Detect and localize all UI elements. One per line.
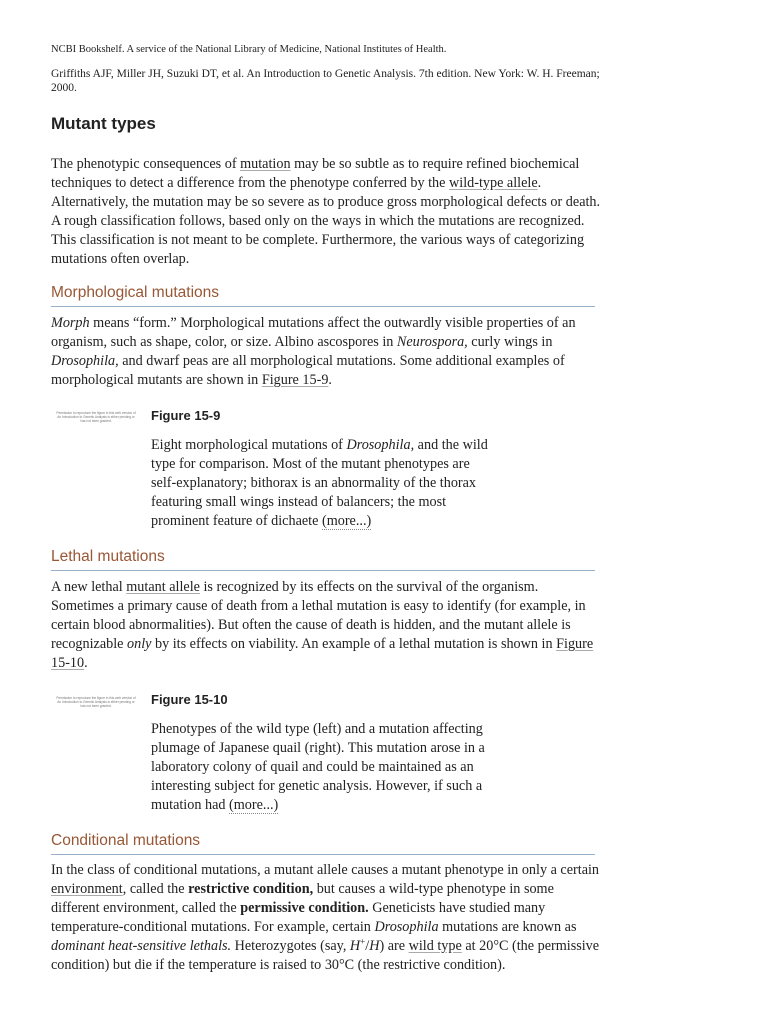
wild-type-link[interactable]: wild type: [408, 938, 462, 954]
text: .: [328, 372, 332, 388]
text: In the class of conditional mutations, a mutant allele causes a mutant phenotype in only a certain: [51, 862, 600, 878]
text: The phenotypic consequences of: [51, 156, 241, 172]
wild-type-allele-link[interactable]: wild-type allele: [449, 175, 538, 191]
text: and the wild type for comparison. Most of the mutant phenotypes are self-explanatory; bithorax is an abnormality of the thorax featuring small wings instead of balancers; the most prominent feature of dichaete: [151, 437, 488, 529]
text: , called the: [122, 881, 189, 897]
text: is recognized by its effects on the survival of the organism. Sometimes a primary cause of death from a lethal mutation is easy to identify (for example, in certain blood abnormalities). But often the cause of death is hidden, and the mutant allele is recognizable: [51, 579, 586, 652]
text: . Alternatively, the mutation may be so severe as to produce gross morphological defects or death. A rough classification follows, based only on the ways in which the mutations are recognized. This classification is not meant to be complete. Furthermore, the various ways of categorizing mutations often overlap.: [51, 175, 601, 267]
text: means “form.” Morphological mutations affect the outwardly visible properties of an organism, such as shape, color, or size. Albino ascospores in: [51, 315, 576, 350]
figure-15-10-caption: [151, 720, 496, 815]
text: at 20°C (the permissive condition) but die if the temperature is raised to 30°C (the restrictive condition).: [51, 938, 600, 973]
em-only: only: [127, 636, 152, 652]
more-link[interactable]: (more...): [229, 797, 279, 813]
mutant-allele-link[interactable]: mutant allele: [126, 579, 200, 595]
text: Heterozygotes (say,: [231, 938, 350, 954]
em-neurospora: Neurospora,: [396, 334, 468, 350]
text: but causes a wild-type phenotype in some different environment, called the: [51, 881, 554, 916]
source-line: NCBI Bookshelf. A service of the National Library of Medicine, National Institutes of Health.: [51, 44, 447, 55]
text: Eight morphological mutations of: [151, 437, 347, 453]
em-drosophila: Drosophila,: [51, 353, 119, 369]
text: Phenotypes of the wild type (left) and a mutation affecting plumage of Japanese quail (right). This mutation arose in a laboratory colony of quail and could be maintained as an interesting subject for genetic analysis. However, if such a mutation had: [151, 721, 485, 813]
figure-15-9-link[interactable]: Figure 15-9: [261, 372, 329, 388]
morphological-paragraph: [51, 314, 601, 390]
more-link[interactable]: (more...): [321, 513, 372, 529]
text: Geneticists have studied many temperature-conditional mutations. For example, certain: [51, 900, 546, 935]
text: A new lethal: [51, 579, 127, 595]
heading-conditional-mutations: Conditional mutations: [51, 832, 595, 855]
conditional-paragraph: [51, 861, 601, 975]
em-h: H: [369, 938, 380, 954]
em-drosophila: Drosophila: [374, 919, 439, 935]
figure-15-10-thumbnail[interactable]: Permission to reproduce the figure in this web version of An Introduction to Genetic Analysis is either pending or has not been granted.: [56, 696, 136, 708]
permissive-condition-term: permissive condition.: [240, 900, 369, 916]
figure-15-10-title[interactable]: Figure 15-10: [151, 692, 228, 707]
superscript-plus: +: [360, 936, 366, 947]
figure-15-10-link[interactable]: Figure 15-10: [51, 636, 594, 671]
figure-15-9-title[interactable]: Figure 15-9: [151, 408, 221, 423]
em-morph: Morph: [51, 315, 90, 331]
figure-15-9-thumbnail[interactable]: Permission to reproduce the figure in this web version of An Introduction to Genetic Analysis is either pending or has not been granted.: [56, 411, 136, 423]
intro-paragraph: [51, 155, 601, 269]
text: by its effects on viability. An example of a lethal mutation is shown in: [151, 636, 557, 652]
heading-lethal-mutations: Lethal mutations: [51, 548, 595, 571]
text: curly wings in: [467, 334, 553, 350]
text: may be so subtle as to require refined biochemical techniques to detect a difference from the phenotype conferred by the: [51, 156, 580, 191]
citation: Griffiths AJF, Miller JH, Suzuki DT, et al. An Introduction to Genetic Analysis. 7th edition. New York: W. H. Freeman; 2000.: [51, 68, 600, 94]
environment-link[interactable]: environment: [51, 881, 123, 897]
text: and dwarf peas are all morphological mutations. Some additional examples of morphological mutants are shown in: [51, 353, 565, 388]
page-title: Mutant types: [51, 114, 156, 133]
lethal-paragraph: [51, 578, 601, 673]
em-dominant-heat-sensitive-lethals: dominant heat-sensitive lethals.: [51, 938, 232, 954]
heading-morphological-mutations: Morphological mutations: [51, 284, 595, 307]
mutation-link[interactable]: mutation: [240, 156, 291, 172]
text: .: [84, 655, 88, 671]
restrictive-condition-term: restrictive condition,: [188, 881, 314, 897]
em-drosophila: Drosophila,: [346, 437, 415, 453]
em-h: H: [349, 938, 361, 954]
text: ) are: [379, 938, 409, 954]
text: /: [365, 938, 370, 954]
figure-15-9-caption: [151, 436, 496, 531]
text: mutations are known as: [438, 919, 577, 935]
